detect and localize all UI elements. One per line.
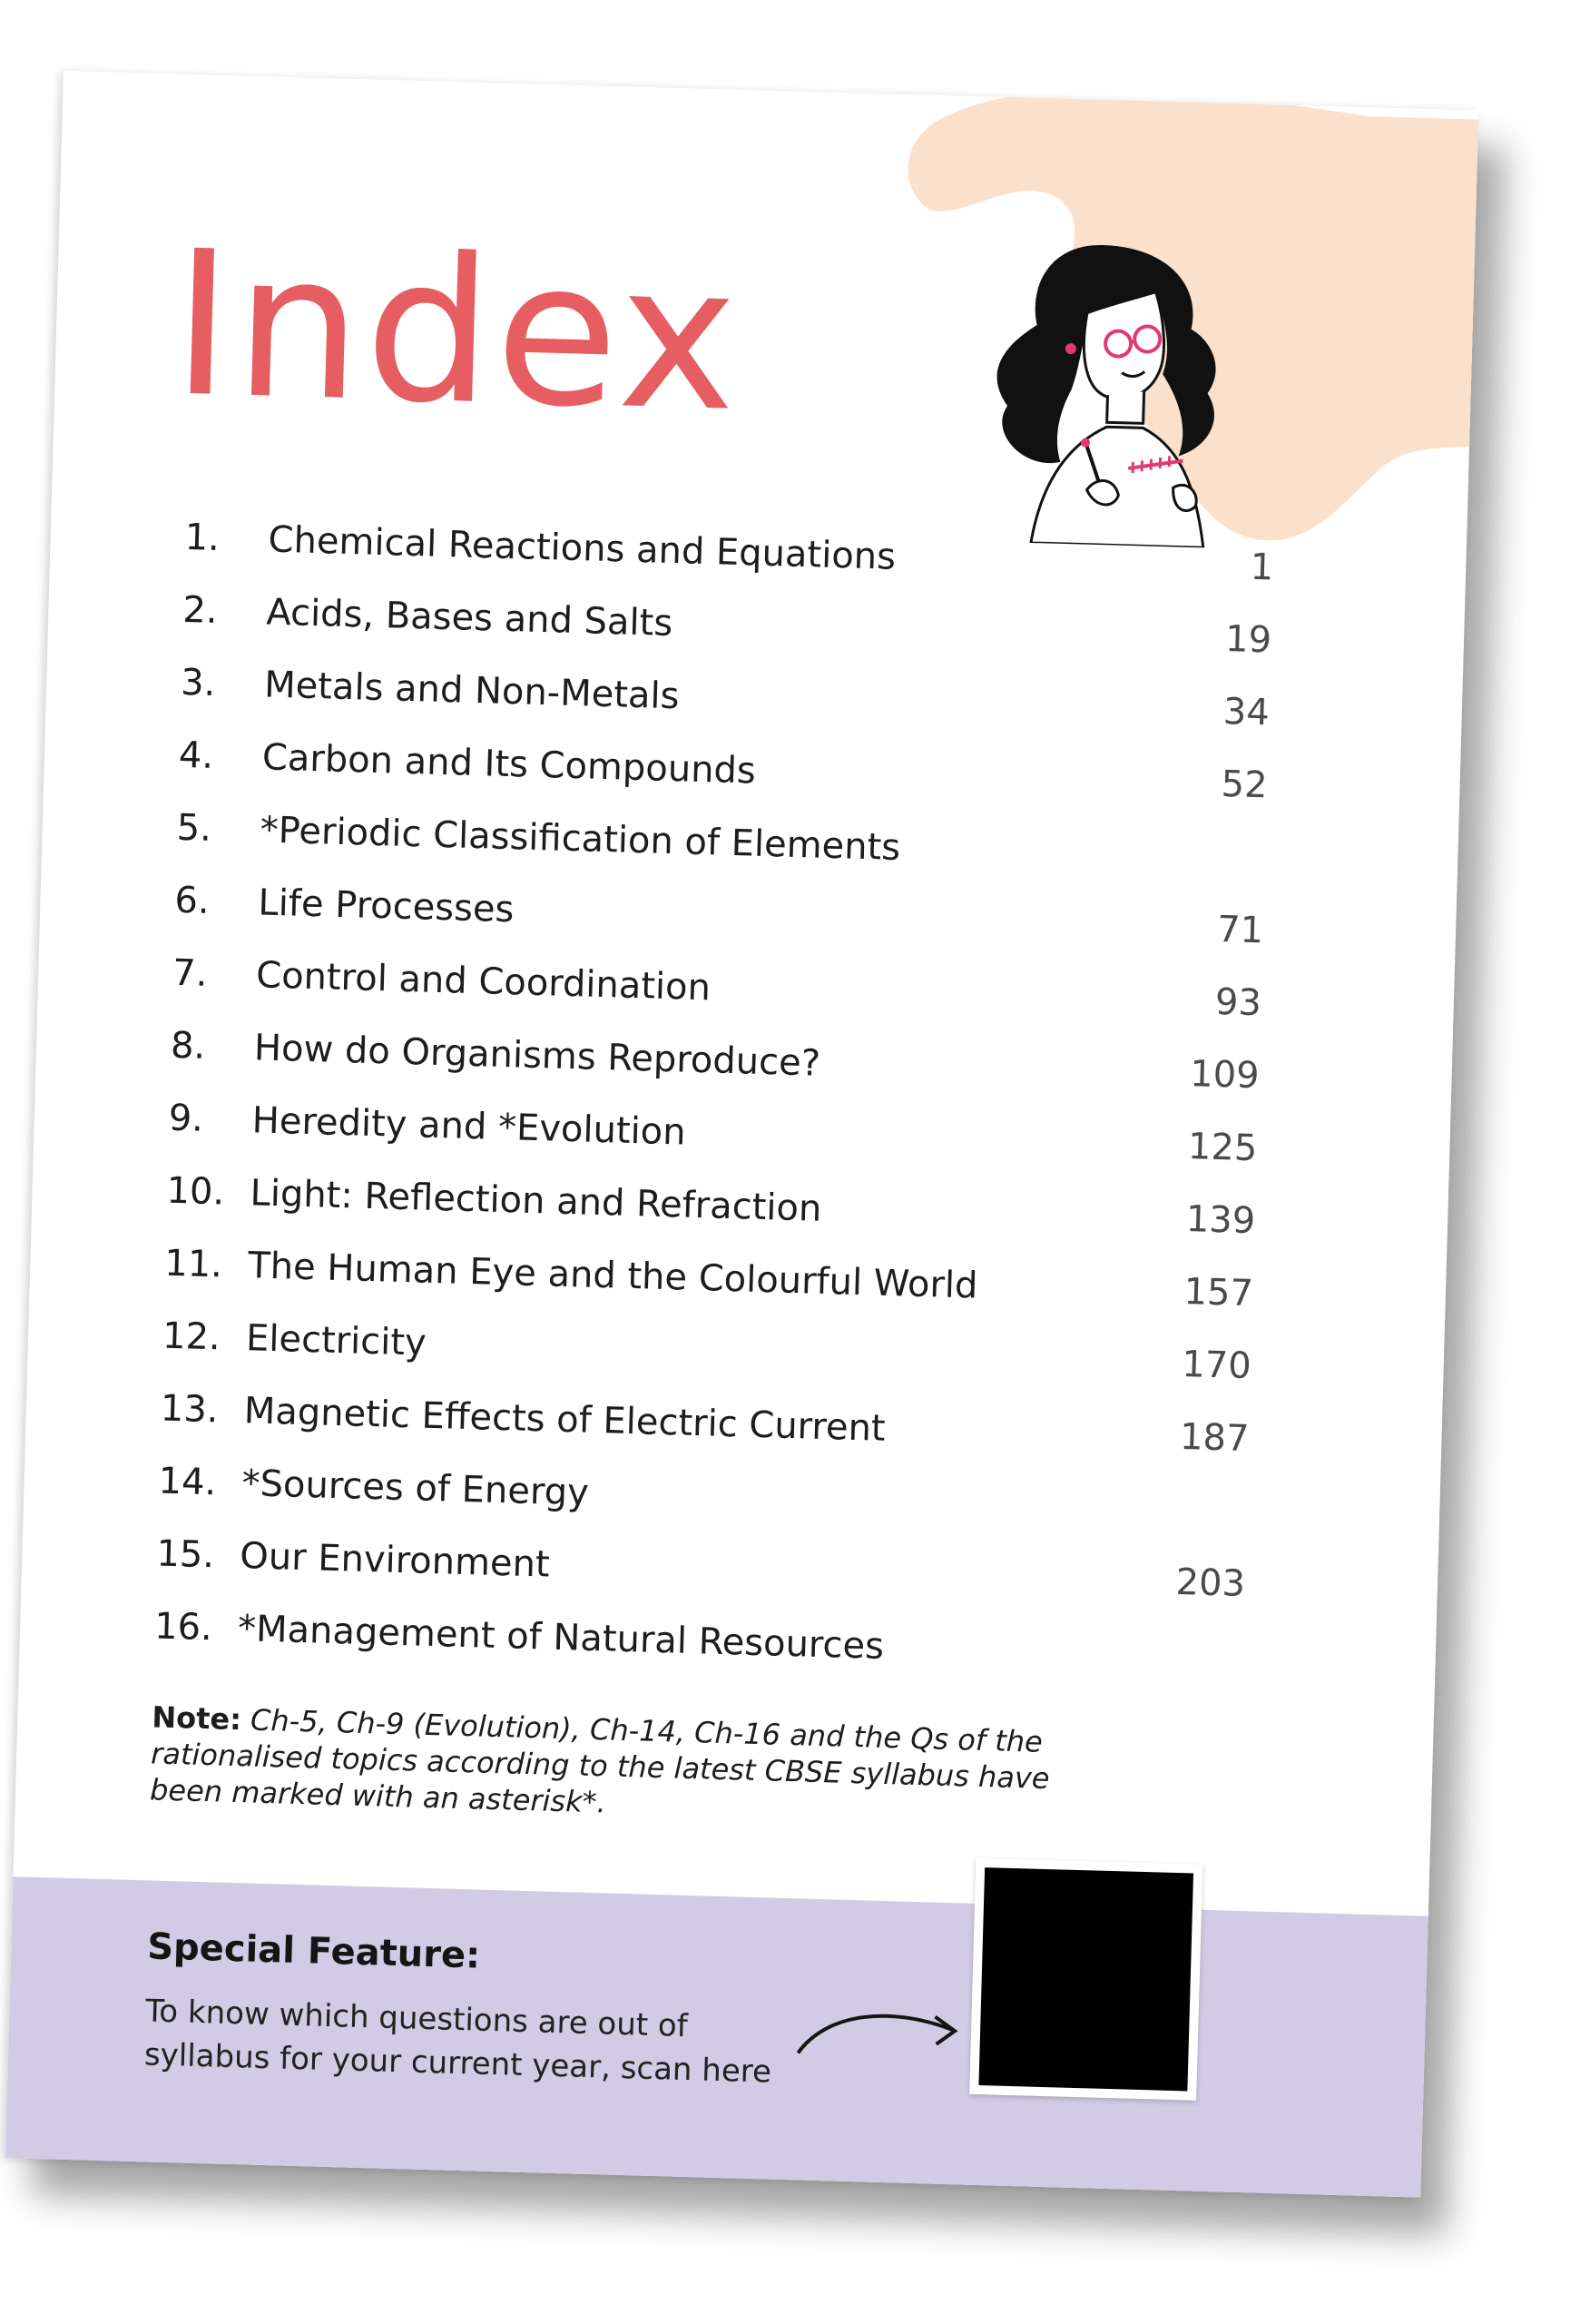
qr-code[interactable] (978, 1867, 1193, 2091)
toc-entry-title: *Periodic Classification of Elements (260, 809, 901, 870)
toc-entry-number: 5. (176, 806, 212, 850)
note-text: Ch-5, Ch-9 (Evolution), Ch-14, Ch-16 and the Qs of the rationalised topics according to the latest CBSE syllabus have been marked with an asterisk*. (149, 1702, 1051, 1820)
toc-entry-title: Control and Coordination (255, 954, 712, 1009)
toc-entry-title: Chemical Reactions and Equations (268, 518, 897, 578)
note (150, 1699, 1133, 1835)
toc-entry-page: 34 (1222, 690, 1271, 734)
toc-entry-number: 10. (165, 1169, 225, 1214)
toc-entry-number: 12. (162, 1315, 221, 1359)
toc-entry-page: 125 (1187, 1126, 1259, 1170)
page-title: Index (169, 207, 744, 456)
curved-arrow-icon (789, 1998, 972, 2076)
toc-entry-page: 19 (1224, 617, 1272, 662)
toc-entry-number: 9. (168, 1097, 204, 1140)
toc-entry-number: 14. (158, 1460, 217, 1504)
toc-entry-number: 15. (155, 1532, 215, 1577)
qr-code-frame (969, 1858, 1202, 2101)
toc-entry-title: *Sources of Energy (240, 1462, 590, 1514)
special-feature-title: Special Feature: (146, 1925, 481, 1977)
toc-entry-title: Light: Reflection and Refraction (249, 1172, 822, 1230)
index-page (5, 71, 1479, 2198)
toc-entry-number: 16. (153, 1605, 213, 1649)
toc-entry-number: 2. (182, 588, 219, 632)
toc-entry-number: 3. (180, 661, 217, 704)
toc-entry-number: 13. (160, 1387, 220, 1432)
toc-entry-title: Carbon and Its Compounds (261, 736, 757, 793)
toc-entry-title: The Human Eye and the Colourful World (247, 1245, 979, 1307)
special-feature-text: To know which questions are out of syllabus for your current year, scan here (143, 1993, 772, 2091)
toc-entry-number: 4. (178, 734, 214, 777)
toc-entry-page: 71 (1216, 908, 1264, 952)
toc-entry-page: 157 (1183, 1271, 1254, 1315)
toc-entry-title: Heredity and *Evolution (251, 1099, 687, 1154)
toc-entry-title: Metals and Non-Metals (263, 664, 681, 718)
toc-entry-title: *Management of Natural Resources (237, 1608, 885, 1668)
toc-entry-page: 1 (1250, 546, 1274, 589)
toc-entry-number: 1. (184, 516, 221, 559)
toc-entry-page: 170 (1181, 1343, 1252, 1388)
toc-entry-title: Magnetic Effects of Electric Current (243, 1390, 887, 1450)
toc-entry-title: Acids, Bases and Salts (265, 591, 673, 645)
toc-entry-page: 139 (1185, 1198, 1256, 1243)
toc-entry-page: 187 (1179, 1415, 1251, 1461)
toc-entry-page: 109 (1189, 1053, 1261, 1098)
toc-entry-title: Our Environment (239, 1535, 551, 1586)
toc-entry-number: 8. (170, 1024, 206, 1068)
table-of-contents (153, 501, 1274, 1693)
toc-entry-title: Life Processes (257, 881, 515, 931)
toc-entry-page: 203 (1174, 1561, 1246, 1605)
toc-entry-page: 93 (1214, 980, 1262, 1025)
toc-entry-title: Electricity (245, 1317, 427, 1364)
toc-entry-number: 6. (173, 879, 211, 922)
note-label: Note: (151, 1699, 242, 1738)
toc-entry-number: 11. (163, 1242, 223, 1286)
toc-entry-title: How do Organisms Reproduce? (253, 1027, 821, 1085)
toc-entry-number: 7. (172, 951, 209, 995)
woman-with-glasses-writing-illustration (967, 232, 1248, 548)
toc-entry-page: 52 (1221, 763, 1269, 807)
